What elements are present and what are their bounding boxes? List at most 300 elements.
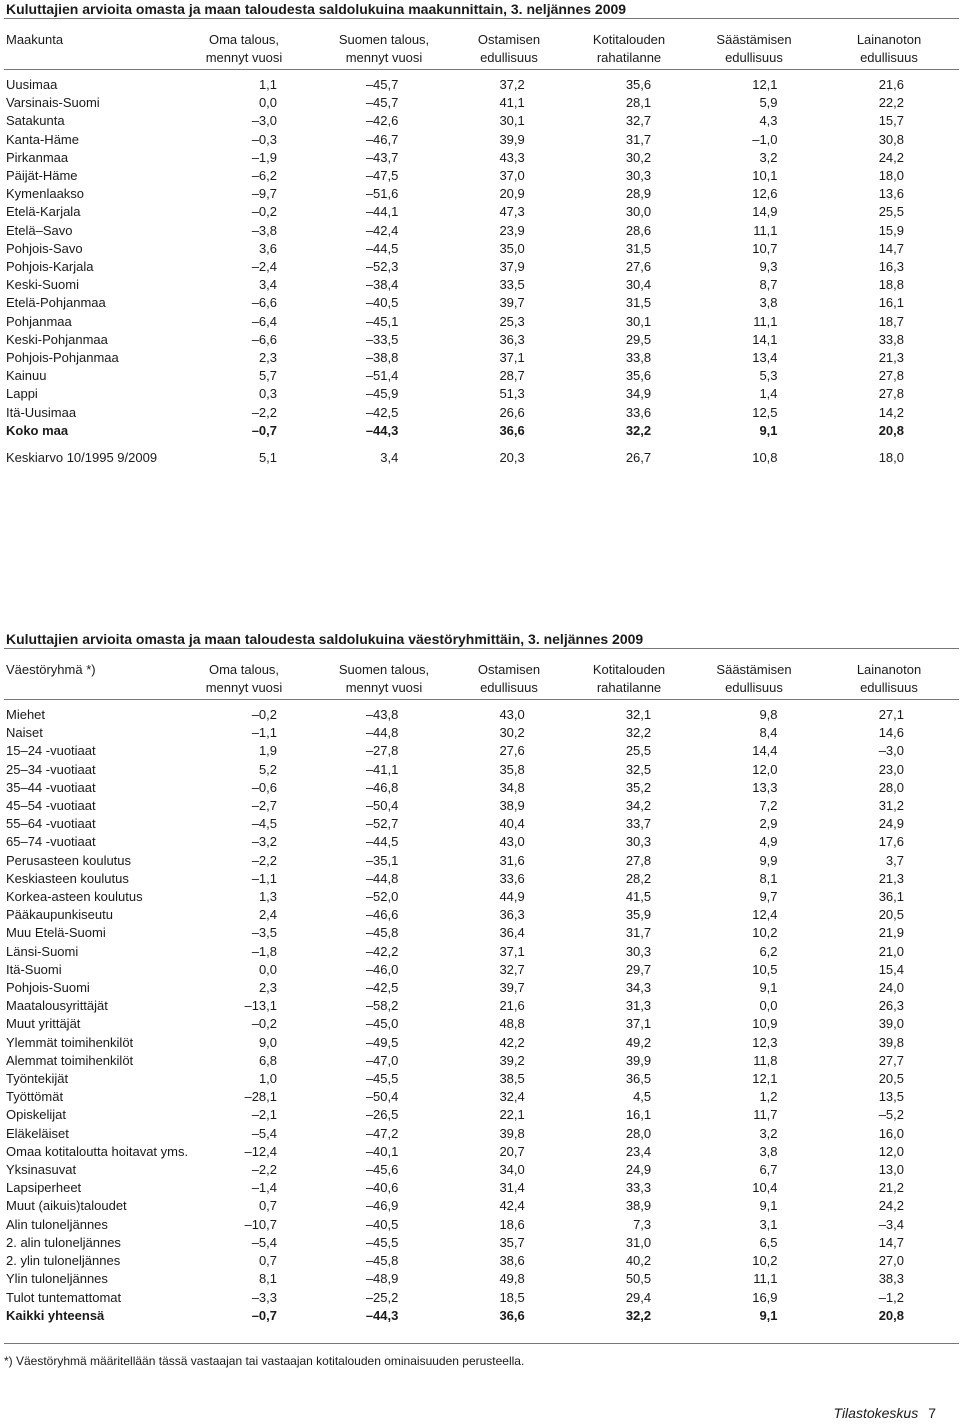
cell-value: 1,4	[759, 386, 778, 402]
table-row	[4, 852, 904, 870]
cell-value: 20,9	[499, 186, 525, 202]
row-label: Korkea-asteen koulutus	[6, 889, 143, 905]
table-row	[4, 1216, 904, 1234]
cell-value: 27,1	[878, 707, 904, 722]
cell-value: 36,6	[499, 1307, 525, 1323]
cell-value: 1,2	[759, 1089, 778, 1105]
cell-value: 40,4	[499, 816, 525, 832]
table-row	[4, 185, 904, 203]
cell-value: 51,3	[499, 386, 525, 402]
cell-value: 2,3	[258, 350, 278, 366]
row-label: Pääkaupunkiseutu	[6, 907, 113, 923]
cell-value: 11,1	[753, 1271, 778, 1287]
cell-value: 2,4	[258, 907, 278, 923]
table-row	[4, 404, 904, 422]
cell-value: 14,4	[752, 743, 778, 759]
column-header-line: Ostamisen	[477, 662, 541, 677]
cell-value: 11,1	[753, 313, 778, 329]
table-row	[4, 943, 904, 961]
table-header	[4, 661, 959, 700]
cell-value: 35,8	[499, 761, 525, 777]
row-label: Tulot tuntemattomat	[6, 1289, 122, 1305]
cell-value: 28,7	[499, 368, 525, 384]
column-header	[574, 31, 684, 67]
cell-value: 0,0	[258, 961, 278, 977]
cell-value: 23,9	[499, 222, 525, 238]
table-row	[4, 1088, 904, 1106]
cell-value: 36,3	[499, 331, 525, 347]
footnote: *) Väestöryhmä määritellään tässä vastaajan tai vastaajan kotitalouden ominaisuuden perusteella.	[4, 1354, 525, 1368]
cell-value: 43,0	[499, 834, 525, 850]
column-header-line: Maakunta	[6, 32, 64, 47]
cell-value: 49,2	[625, 1034, 652, 1050]
cell-value: 25,5	[878, 204, 904, 220]
cell-value: –10,7	[244, 1216, 278, 1232]
cell-value: –45,8	[365, 1253, 399, 1269]
cell-value: 18,7	[878, 313, 904, 329]
column-header	[459, 661, 559, 697]
cell-value: 33,5	[499, 277, 525, 293]
table-row	[4, 1034, 904, 1052]
column-header	[194, 31, 294, 67]
cell-value: 32,4	[499, 1089, 525, 1105]
section-title: Kuluttajien arvioita omasta ja maan taloudesta saldolukuina väestöryhmittäin, 3. neljännes 2009	[4, 630, 959, 649]
row-label: Pirkanmaa	[6, 149, 69, 165]
cell-value: 1,3	[258, 889, 278, 905]
cell-value: –1,2	[878, 1289, 904, 1305]
cell-value: 27,7	[878, 1052, 904, 1068]
column-header-line: mennyt vuosi	[345, 50, 423, 65]
row-label: Etelä–Savo	[6, 222, 73, 238]
cell-value: –50,4	[365, 1089, 399, 1105]
cell-value: –43,8	[365, 707, 399, 722]
cell-value: 3,4	[258, 277, 278, 293]
cell-value: –44,8	[365, 870, 399, 886]
cell-value: 18,8	[878, 277, 904, 293]
cell-value: 33,8	[625, 350, 652, 366]
cell-value: 12,0	[878, 1143, 904, 1159]
cell-value: 20,8	[878, 1307, 904, 1323]
cell-value: –42,5	[365, 404, 399, 420]
cell-value: –2,7	[251, 798, 278, 814]
column-header-line: Ostamisen	[477, 32, 541, 47]
cell-value: 7,2	[759, 798, 778, 814]
cell-value: 3,1	[759, 1216, 778, 1232]
publication-name: Tilastokeskus	[833, 1405, 919, 1421]
row-label: Alemmat toimihenkilöt	[6, 1052, 134, 1068]
column-header	[459, 31, 559, 67]
table-row	[4, 888, 904, 906]
cell-value: 11,7	[753, 1107, 778, 1123]
cell-value: 10,2	[752, 925, 778, 941]
cell-value: 18,0	[878, 168, 904, 184]
row-label: Ylemmät toimihenkilöt	[6, 1034, 134, 1050]
cell-value: 10,7	[752, 240, 778, 256]
cell-value: 27,8	[625, 852, 652, 868]
row-label: Pohjois-Karjala	[6, 259, 94, 275]
cell-value: –1,0	[752, 131, 778, 147]
cell-value: 3,6	[258, 240, 278, 256]
column-header	[699, 31, 809, 67]
cell-value: 30,4	[625, 277, 652, 293]
cell-value: 14,9	[752, 204, 778, 220]
row-label: Muu Etelä-Suomi	[6, 925, 106, 941]
cell-value: 18,6	[499, 1216, 525, 1232]
table-row	[4, 706, 904, 724]
table-row	[4, 1070, 904, 1088]
table-row	[4, 112, 904, 130]
cell-value: 5,1	[258, 450, 278, 466]
cell-value: –3,5	[251, 925, 278, 941]
row-label: Itä-Suomi	[6, 961, 62, 977]
cell-value: 21,6	[499, 998, 525, 1014]
cell-value: 29,7	[625, 961, 652, 977]
cell-value: –3,3	[251, 1289, 278, 1305]
table-row	[4, 222, 904, 240]
cell-value: 14,6	[878, 725, 904, 741]
cell-value: 31,7	[625, 925, 652, 941]
row-label: 15–24 -vuotiaat	[6, 743, 96, 759]
cell-value: 10,1	[752, 168, 778, 184]
cell-value: 12,5	[752, 404, 778, 420]
cell-value: –45,1	[365, 313, 399, 329]
cell-value: –44,5	[365, 834, 399, 850]
cell-value: 23,4	[625, 1143, 652, 1159]
cell-value: –5,2	[878, 1107, 904, 1123]
page-footer	[834, 1405, 936, 1421]
column-header	[329, 31, 439, 67]
table-header	[4, 31, 959, 70]
table-row	[4, 203, 904, 221]
cell-value: 33,7	[625, 816, 652, 832]
cell-value: 27,6	[499, 743, 525, 759]
row-label: 2. alin tuloneljännes	[6, 1234, 121, 1250]
cell-value: 50,5	[625, 1271, 652, 1287]
table-row	[4, 331, 904, 349]
cell-value: –42,2	[365, 943, 399, 959]
column-header-line: mennyt vuosi	[205, 680, 283, 695]
cell-value: –43,7	[365, 149, 399, 165]
cell-value: 30,2	[625, 149, 652, 165]
cell-value: –6,2	[251, 168, 278, 184]
column-header	[6, 31, 63, 49]
cell-value: 28,0	[625, 1125, 652, 1141]
row-label: 45–54 -vuotiaat	[6, 798, 96, 814]
cell-value: 9,7	[759, 889, 778, 905]
cell-value: –0,2	[251, 204, 278, 220]
table-row	[4, 833, 904, 851]
cell-value: 13,3	[752, 779, 778, 795]
cell-value: 5,3	[759, 368, 778, 384]
cell-value: 16,9	[752, 1289, 778, 1305]
cell-value: 9,0	[258, 1034, 278, 1050]
cell-value: 32,2	[625, 725, 652, 741]
row-label: Lapsiperheet	[6, 1180, 82, 1196]
cell-value: 35,9	[625, 907, 652, 923]
table-row	[4, 149, 904, 167]
cell-value: 0,0	[258, 95, 278, 111]
data-table	[4, 706, 904, 1325]
cell-value: 27,6	[625, 259, 652, 275]
cell-value: 28,0	[878, 779, 904, 795]
cell-value: 38,9	[625, 1198, 652, 1214]
cell-value: 6,7	[759, 1162, 778, 1178]
cell-value: 44,9	[499, 889, 525, 905]
row-label: Työttömät	[6, 1089, 64, 1105]
cell-value: 36,1	[878, 889, 904, 905]
cell-value: –52,7	[365, 816, 399, 832]
cell-value: 28,9	[625, 186, 652, 202]
cell-value: 21,2	[878, 1180, 904, 1196]
table-row	[4, 1252, 904, 1270]
cell-value: 30,0	[625, 204, 652, 220]
cell-value: 21,3	[878, 350, 904, 366]
cell-value: 34,2	[625, 798, 652, 814]
cell-value: 31,4	[499, 1180, 525, 1196]
cell-value: 21,3	[878, 870, 904, 886]
cell-value: –42,5	[365, 980, 399, 996]
cell-value: 13,5	[878, 1089, 904, 1105]
cell-value: –6,6	[251, 331, 278, 347]
cell-value: –41,1	[365, 761, 399, 777]
column-header-line: rahatilanne	[596, 680, 662, 695]
cell-value: 13,4	[752, 350, 778, 366]
cell-value: 29,4	[625, 1289, 652, 1305]
cell-value: 41,5	[625, 889, 652, 905]
section-title: Kuluttajien arvioita omasta ja maan taloudesta saldolukuina maakunnittain, 3. neljännes 2009	[4, 0, 959, 19]
table-row	[4, 1197, 904, 1215]
cell-value: 30,3	[625, 943, 652, 959]
cell-value: 47,3	[499, 204, 525, 220]
cell-value: 15,4	[878, 961, 904, 977]
cell-value: 6,2	[759, 943, 778, 959]
cell-value: 2,3	[258, 980, 278, 996]
row-label: Maatalousyrittäjät	[6, 998, 108, 1014]
cell-value: 9,1	[759, 422, 778, 438]
cell-value: 12,6	[752, 186, 778, 202]
cell-value: –58,2	[365, 998, 399, 1014]
cell-value: 31,5	[625, 295, 652, 311]
cell-value: 10,4	[752, 1180, 778, 1196]
cell-value: 0,3	[258, 386, 278, 402]
row-label: Muut yrittäjät	[6, 1016, 81, 1032]
cell-value: –45,0	[365, 1016, 399, 1032]
table-row	[4, 94, 904, 112]
cell-value: 43,3	[499, 149, 525, 165]
table-row	[4, 131, 904, 149]
cell-value: –0,2	[251, 707, 278, 722]
row-label: Etelä-Karjala	[6, 204, 81, 220]
table-row	[4, 1106, 904, 1124]
cell-value: 30,1	[499, 113, 525, 129]
column-header	[194, 661, 294, 697]
cell-value: –0,6	[251, 779, 278, 795]
column-header-line: edullisuus	[480, 50, 538, 65]
cell-value: –33,5	[365, 331, 399, 347]
spacer-cell	[4, 440, 904, 449]
row-label: Työntekijät	[6, 1071, 69, 1087]
cell-value: 9,1	[759, 1198, 778, 1214]
cell-value: 31,6	[499, 852, 525, 868]
column-header-line: edullisuus	[725, 680, 783, 695]
section-population-groups	[4, 630, 959, 1325]
cell-value: 33,3	[625, 1180, 652, 1196]
cell-value: 3,2	[759, 1125, 778, 1141]
cell-value: –51,6	[365, 186, 399, 202]
cell-value: –1,4	[251, 1180, 278, 1196]
cell-value: 1,9	[258, 743, 278, 759]
row-label: Keskiasteen koulutus	[6, 870, 129, 886]
cell-value: 34,9	[625, 386, 652, 402]
row-label: Itä-Uusimaa	[6, 404, 77, 420]
cell-value: –0,2	[251, 1016, 278, 1032]
cell-value: 21,0	[878, 943, 904, 959]
cell-value: 30,2	[499, 725, 525, 741]
cell-value: 36,6	[499, 422, 525, 438]
cell-value: 9,8	[759, 707, 778, 722]
cell-value: –44,3	[365, 1307, 399, 1323]
table-row	[4, 313, 904, 331]
cell-value: 39,8	[878, 1034, 904, 1050]
row-label: Varsinais-Suomi	[6, 95, 100, 111]
cell-value: 33,6	[625, 404, 652, 420]
cell-value: –45,8	[365, 925, 399, 941]
cell-value: 43,0	[499, 707, 525, 722]
total-row	[4, 1307, 904, 1325]
cell-value: 36,3	[499, 907, 525, 923]
cell-value: 15,7	[878, 113, 904, 129]
cell-value: –5,4	[251, 1234, 278, 1250]
cell-value: 37,1	[499, 943, 525, 959]
total-row	[4, 422, 904, 440]
table-row	[4, 742, 904, 760]
column-header-line: mennyt vuosi	[345, 680, 423, 695]
cell-value: 37,1	[625, 1016, 652, 1032]
cell-value: 9,3	[759, 259, 778, 275]
cell-value: –47,0	[365, 1052, 399, 1068]
cell-value: 5,7	[258, 368, 278, 384]
cell-value: 16,1	[625, 1107, 652, 1123]
cell-value: 16,1	[878, 295, 904, 311]
cell-value: 24,9	[878, 816, 904, 832]
cell-value: 39,2	[499, 1052, 525, 1068]
cell-value: –40,6	[365, 1180, 399, 1196]
table-row	[4, 1234, 904, 1252]
cell-value: 29,5	[625, 331, 652, 347]
row-label: 25–34 -vuotiaat	[6, 761, 96, 777]
row-label: Lappi	[6, 386, 38, 402]
cell-value: 39,7	[499, 295, 525, 311]
cell-value: 34,8	[499, 779, 525, 795]
cell-value: 20,5	[878, 907, 904, 923]
table-row	[4, 276, 904, 294]
cell-value: 32,2	[625, 1307, 652, 1323]
spacer-row	[4, 440, 904, 449]
cell-value: –46,7	[365, 131, 399, 147]
cell-value: 38,9	[499, 798, 525, 814]
cell-value: 35,6	[625, 77, 652, 92]
column-header-line: Kotitalouden	[592, 662, 666, 677]
cell-value: –45,6	[365, 1162, 399, 1178]
cell-value: 27,8	[878, 368, 904, 384]
column-header-line: rahatilanne	[596, 50, 662, 65]
cell-value: 6,8	[258, 1052, 278, 1068]
cell-value: 37,1	[499, 350, 525, 366]
cell-value: 4,3	[759, 113, 778, 129]
cell-value: 39,8	[499, 1125, 525, 1141]
cell-value: –35,1	[365, 852, 399, 868]
cell-value: 3,4	[380, 450, 399, 466]
cell-value: 32,1	[625, 707, 652, 722]
cell-value: –3,2	[251, 834, 278, 850]
table-row	[4, 1015, 904, 1033]
row-label: Kainuu	[6, 368, 47, 384]
cell-value: 16,3	[878, 259, 904, 275]
cell-value: –1,1	[251, 870, 278, 886]
row-label: Päijät-Häme	[6, 168, 78, 184]
cell-value: –51,4	[365, 368, 399, 384]
cell-value: 38,5	[499, 1071, 525, 1087]
table-row	[4, 1270, 904, 1288]
cell-value: 9,1	[759, 980, 778, 996]
row-label: 65–74 -vuotiaat	[6, 834, 96, 850]
cell-value: 12,1	[752, 77, 778, 92]
cell-value: 20,7	[499, 1143, 525, 1159]
cell-value: –25,2	[365, 1289, 399, 1305]
cell-value: 25,5	[625, 743, 652, 759]
table-row	[4, 1179, 904, 1197]
cell-value: 20,5	[878, 1071, 904, 1087]
cell-value: 12,3	[752, 1034, 778, 1050]
cell-value: 40,2	[625, 1253, 652, 1269]
row-label: Muut (aikuis)taloudet	[6, 1198, 127, 1214]
cell-value: 11,1	[753, 222, 778, 238]
table-row	[4, 349, 904, 367]
cell-value: 5,9	[759, 95, 778, 111]
cell-value: 38,6	[499, 1253, 525, 1269]
table-row	[4, 1289, 904, 1307]
table-row	[4, 815, 904, 833]
cell-value: 20,8	[878, 422, 904, 438]
cell-value: 35,2	[625, 779, 652, 795]
section-regions	[4, 0, 959, 467]
column-header-line: Säästämisen	[716, 662, 792, 677]
cell-value: –45,9	[365, 386, 399, 402]
cell-value: 14,7	[878, 1234, 904, 1250]
cell-value: 8,4	[759, 725, 778, 741]
cell-value: 3,8	[759, 1143, 778, 1159]
cell-value: 0,7	[258, 1198, 278, 1214]
cell-value: 6,5	[759, 1234, 778, 1250]
cell-value: –42,6	[365, 113, 399, 129]
row-label: Kymenlaakso	[6, 186, 85, 202]
cell-value: 24,0	[878, 980, 904, 996]
cell-value: 35,0	[499, 240, 525, 256]
cell-value: 0,7	[258, 1253, 278, 1269]
cell-value: 21,6	[878, 77, 904, 92]
cell-value: 34,0	[499, 1162, 525, 1178]
cell-value: –49,5	[365, 1034, 399, 1050]
table-row	[4, 1052, 904, 1070]
cell-value: 22,2	[878, 95, 904, 111]
cell-value: 24,2	[878, 149, 904, 165]
cell-value: –45,5	[365, 1234, 399, 1250]
cell-value: –9,7	[251, 186, 278, 202]
cell-value: 23,0	[878, 761, 904, 777]
cell-value: 14,7	[878, 240, 904, 256]
table-bottom-rule	[4, 1343, 959, 1344]
cell-value: –2,2	[251, 852, 278, 868]
